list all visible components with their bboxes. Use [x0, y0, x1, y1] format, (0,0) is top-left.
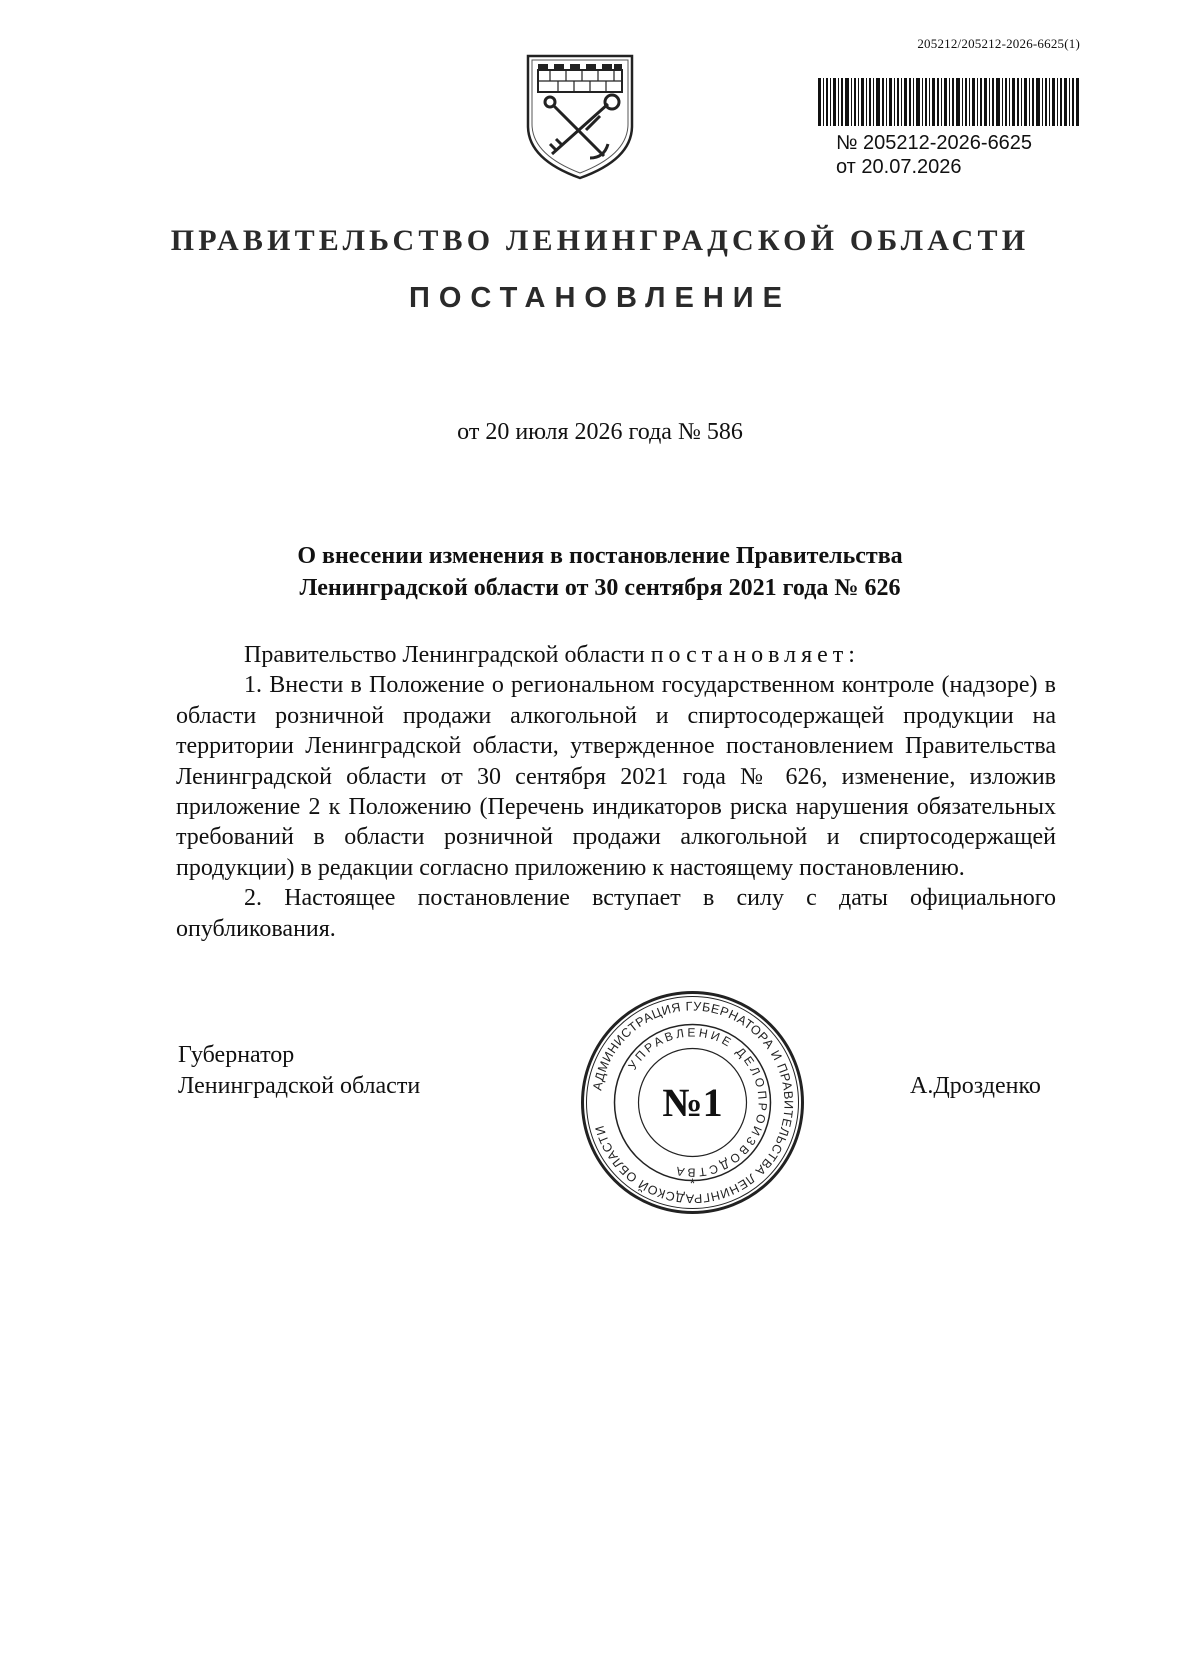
intro-decree-word: постановляет: — [650, 642, 860, 668]
subject-line-2: Ленинградской области от 30 сентября 2021 года № 626 — [299, 575, 901, 601]
document-type: ПОСТАНОВЛЕНИЕ — [409, 282, 791, 314]
document-reference: 205212/205212-2026-6625(1) — [917, 36, 1080, 51]
position-line-2: Ленинградской области — [178, 1073, 421, 1099]
seal-center-number: №1 — [662, 1080, 723, 1125]
resolution-subject — [0, 540, 1200, 604]
signatory-position — [178, 1040, 420, 1102]
body-item-1: 1. Внести в Положение о региональном государственном контроле (надзоре) в области розничной продажи алкогольной и спиртосодержащей продукции на территории Ленинградской области, утвержденное постановлением Правительства Ленинградской области от 30 сентября 2021 года № 626, изменение, изложив приложение 2 к Положению (Перечень индикаторов риска нарушения обязательных требований в области розничной продажи алкогольной и спиртосодержащей продукции) в редакции согласно приложению к настоящему постановлению. — [176, 672, 1056, 881]
signatory-name: А.Дрозденко — [910, 1073, 1041, 1099]
body-intro — [176, 640, 1056, 670]
position-line-1: Губернатор — [178, 1042, 295, 1068]
intro-lead: Правительство Ленинградской области — [244, 642, 651, 668]
seal-inner-text: УПРАВЛЕНИЕ ДЕЛОПРОИЗВОДСТВА — [625, 1025, 770, 1180]
seal-outer-text: АДМИНИСТРАЦИЯ ГУБЕРНАТОРА И ПРАВИТЕЛЬСТВА ЛЕНИНГРАДСКОЙ ОБЛАСТИ — [590, 999, 796, 1206]
registration-number: № 205212-2026-6625 — [836, 132, 1033, 154]
barcode — [818, 78, 1080, 134]
body-item-2: 2. Настоящее постановление вступает в силу с даты официального опубликования. — [176, 885, 1056, 942]
government-title: ПРАВИТЕЛЬСТВО ЛЕНИНГРАДСКОЙ ОБЛАСТИ — [170, 224, 1030, 257]
coat-of-arms-icon — [520, 48, 640, 183]
resolution-body — [176, 640, 1056, 944]
official-seal-stamp — [580, 990, 805, 1215]
seal-star: * — [689, 1175, 696, 1191]
resolution-date-number: от 20 июля 2026 года № 586 — [457, 419, 743, 445]
subject-line-1: О внесении изменения в постановление Правительства — [297, 543, 903, 569]
registration-date: от 20.07.2026 — [836, 156, 962, 178]
